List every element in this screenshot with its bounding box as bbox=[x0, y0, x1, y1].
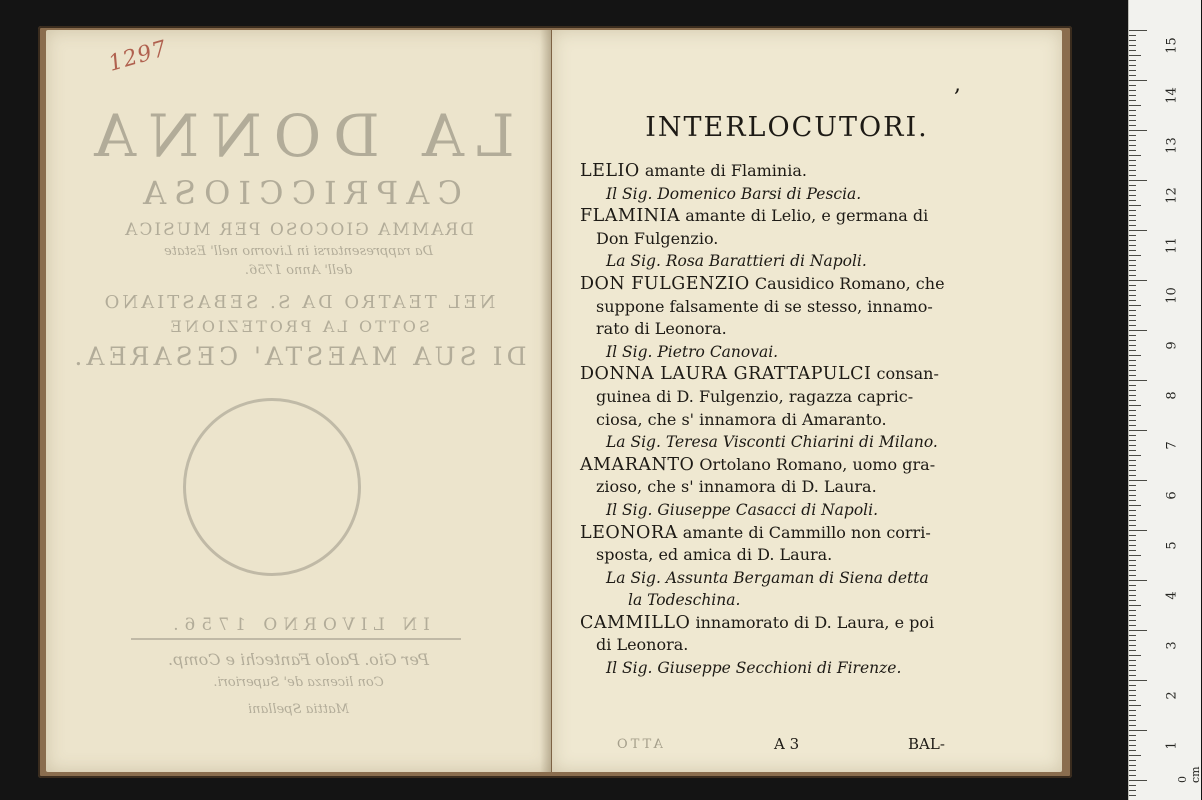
description-continuation: suppone falsamente di se stesso, innamo- bbox=[596, 296, 933, 316]
ruler-tick bbox=[1129, 35, 1136, 36]
ruler-tick bbox=[1129, 175, 1136, 176]
ruler-tick bbox=[1129, 560, 1136, 561]
ruler-tick bbox=[1129, 90, 1136, 91]
ruler-tick bbox=[1129, 650, 1136, 651]
ruler-tick bbox=[1129, 370, 1136, 371]
ruler-tick bbox=[1129, 590, 1136, 591]
ruler-tick bbox=[1129, 600, 1136, 601]
ruler-tick bbox=[1129, 630, 1147, 631]
bleed-majesty: DI SUA MAESTA' CESAREA. bbox=[70, 342, 527, 371]
cast-line bbox=[580, 634, 1050, 657]
ruler-tick bbox=[1129, 420, 1136, 421]
ruler-tick bbox=[1129, 605, 1141, 606]
ruler-tick bbox=[1129, 405, 1141, 406]
ruler-tick bbox=[1129, 385, 1136, 386]
ruler-tick bbox=[1129, 30, 1147, 31]
ruler-tick bbox=[1129, 690, 1136, 691]
cast-line bbox=[580, 228, 1050, 251]
ruler-tick bbox=[1129, 150, 1136, 151]
ruler-tick bbox=[1129, 785, 1136, 786]
scale-ruler bbox=[1128, 0, 1201, 800]
ruler-tick bbox=[1129, 710, 1136, 711]
ruler-tick bbox=[1129, 460, 1136, 461]
right-page bbox=[552, 30, 1062, 772]
bleed-line-b: dell' Anno 1756. bbox=[244, 263, 353, 278]
ruler-tick bbox=[1129, 40, 1136, 41]
ruler-tick bbox=[1129, 515, 1136, 516]
ruler-tick bbox=[1129, 230, 1147, 231]
cast-line bbox=[580, 612, 1050, 635]
ruler-tick bbox=[1129, 735, 1136, 736]
ruler-label: 3 bbox=[1164, 641, 1180, 650]
cast-line bbox=[580, 522, 1050, 545]
ruler-tick bbox=[1129, 125, 1136, 126]
singer-credit: Il Sig. Pietro Canovai. bbox=[606, 342, 779, 361]
left-page bbox=[46, 30, 551, 772]
character-description: amante di Lelio, e germana di bbox=[680, 206, 929, 226]
ruler-tick bbox=[1129, 275, 1136, 276]
ruler-tick bbox=[1129, 545, 1136, 546]
ruler-tick bbox=[1129, 255, 1141, 256]
bleed-through-title-page bbox=[46, 30, 551, 772]
description-continuation: Don Fulgenzio. bbox=[596, 228, 719, 248]
ruler-tick bbox=[1129, 585, 1136, 586]
bleed-place: IN LIVORNO 1756. bbox=[167, 615, 430, 635]
ruler-tick bbox=[1129, 610, 1136, 611]
ruler-tick bbox=[1129, 525, 1136, 526]
ruler-tick bbox=[1129, 645, 1136, 646]
ruler-label: 1 bbox=[1164, 741, 1180, 750]
cast-line bbox=[580, 341, 1050, 364]
character-name: DONNA LAURA GRATTAPULCI bbox=[580, 364, 872, 385]
ruler-tick bbox=[1129, 665, 1136, 666]
ruler-tick bbox=[1129, 140, 1136, 141]
ruler-tick bbox=[1129, 640, 1136, 641]
ruler-label: 5 bbox=[1164, 541, 1180, 550]
ruler-tick bbox=[1129, 635, 1136, 636]
ruler-tick bbox=[1129, 675, 1136, 676]
bleed-theatre: NEL TEATRO DA S. SEBASTIANO bbox=[101, 292, 496, 313]
ruler-tick bbox=[1129, 620, 1136, 621]
cast-line bbox=[580, 657, 1050, 680]
ruler-label: 15 bbox=[1164, 37, 1180, 54]
ruler-tick bbox=[1129, 450, 1136, 451]
ruler-label: 12 bbox=[1164, 187, 1180, 204]
ruler-tick bbox=[1129, 380, 1147, 381]
cast-line bbox=[580, 296, 1050, 319]
ruler-tick bbox=[1129, 435, 1136, 436]
ruler-tick bbox=[1129, 335, 1136, 336]
ruler-tick bbox=[1129, 570, 1136, 571]
ruler-tick bbox=[1129, 105, 1141, 106]
ruler-tick bbox=[1129, 480, 1147, 481]
ruler-tick bbox=[1129, 580, 1147, 581]
ruler-tick bbox=[1129, 375, 1136, 376]
ruler-tick bbox=[1129, 285, 1136, 286]
ruler-tick bbox=[1129, 160, 1136, 161]
character-name: CAMMILLO bbox=[580, 612, 691, 633]
ruler-tick bbox=[1129, 325, 1136, 326]
ruler-tick bbox=[1129, 135, 1136, 136]
ruler-tick bbox=[1129, 100, 1136, 101]
ruler-tick bbox=[1129, 705, 1141, 706]
ruler-tick bbox=[1129, 280, 1147, 281]
cast-line bbox=[580, 160, 1050, 183]
ruler-tick bbox=[1129, 365, 1136, 366]
ruler-label: 10 bbox=[1164, 287, 1180, 304]
ruler-label: 13 bbox=[1164, 137, 1180, 154]
ruler-tick bbox=[1129, 310, 1136, 311]
ruler-tick bbox=[1129, 520, 1136, 521]
ruler-tick bbox=[1129, 485, 1136, 486]
ruler-tick bbox=[1129, 555, 1141, 556]
ruler-tick bbox=[1129, 220, 1136, 221]
ruler-tick bbox=[1129, 270, 1136, 271]
ruler-tick bbox=[1129, 290, 1136, 291]
ruler-tick bbox=[1129, 505, 1141, 506]
ruler-tick bbox=[1129, 490, 1136, 491]
ruler-label: 4 bbox=[1164, 591, 1180, 600]
bleed-line-a: Da rappresentarsi in Livorno nell' Estate bbox=[163, 244, 434, 259]
ruler-tick bbox=[1129, 445, 1136, 446]
ruler-label: 11 bbox=[1164, 237, 1180, 254]
description-continuation: zioso, che s' innamora di D. Laura. bbox=[596, 477, 877, 497]
ruler-tick bbox=[1129, 425, 1136, 426]
character-description: Ortolano Romano, uomo gra- bbox=[694, 454, 936, 474]
cast-line bbox=[580, 589, 1050, 612]
description-continuation: sposta, ed amica di D. Laura. bbox=[596, 545, 833, 565]
ink-annotation: 1297 bbox=[105, 36, 171, 77]
cast-line bbox=[580, 273, 1050, 296]
ruler-tick bbox=[1129, 155, 1141, 156]
ruler-tick bbox=[1129, 410, 1136, 411]
ruler-tick bbox=[1129, 180, 1147, 181]
ruler-tick bbox=[1129, 795, 1136, 796]
ruler-tick bbox=[1129, 350, 1136, 351]
character-description: innamorato di D. Laura, e poi bbox=[690, 612, 935, 632]
ruler-tick bbox=[1129, 115, 1136, 116]
description-continuation: rato di Leonora. bbox=[596, 319, 727, 339]
ruler-tick bbox=[1129, 395, 1136, 396]
ruler-tick bbox=[1129, 390, 1136, 391]
ruler-tick bbox=[1129, 415, 1136, 416]
ruler-tick bbox=[1129, 85, 1136, 86]
singer-credit: Il Sig. Domenico Barsi di Pescia. bbox=[606, 184, 862, 203]
cast-line bbox=[580, 499, 1050, 522]
ruler-tick bbox=[1129, 430, 1147, 431]
ruler-tick bbox=[1129, 530, 1147, 531]
character-description: Causidico Romano, che bbox=[749, 273, 945, 293]
ruler-label: 8 bbox=[1164, 391, 1180, 400]
bleed-subtitle: CAPRICCIOSA bbox=[135, 174, 462, 212]
ruler-tick bbox=[1129, 535, 1136, 536]
singer-credit: La Sig. Rosa Barattieri di Napoli. bbox=[606, 252, 867, 271]
ruler-tick bbox=[1129, 625, 1136, 626]
ruler-tick bbox=[1129, 760, 1136, 761]
ruler-tick bbox=[1129, 95, 1136, 96]
ruler-tick bbox=[1129, 440, 1136, 441]
ruler-tick bbox=[1129, 770, 1136, 771]
ruler-tick bbox=[1129, 670, 1136, 671]
bleed-license: Con licenza de' Superiori. bbox=[213, 675, 384, 690]
ruler-tick bbox=[1129, 185, 1136, 186]
bleed-footer: ATTO bbox=[614, 737, 663, 752]
singer-credit: La Sig. Assunta Bergaman di Siena detta bbox=[606, 568, 929, 587]
singer-credit: La Sig. Teresa Visconti Chiarini di Milano. bbox=[606, 433, 938, 452]
ruler-label: 9 bbox=[1164, 341, 1180, 350]
character-name: LELIO bbox=[580, 161, 640, 181]
ruler-tick bbox=[1129, 315, 1136, 316]
ruler-tick bbox=[1129, 45, 1136, 46]
ruler-tick bbox=[1129, 455, 1141, 456]
cast-line bbox=[580, 544, 1050, 567]
cast-line bbox=[580, 567, 1050, 590]
ruler-tick bbox=[1129, 205, 1141, 206]
ruler-tick bbox=[1129, 320, 1136, 321]
ruler-tick bbox=[1129, 265, 1136, 266]
cast-line bbox=[580, 205, 1050, 228]
ruler-tick bbox=[1129, 110, 1136, 111]
ruler-tick bbox=[1129, 195, 1136, 196]
ruler-tick bbox=[1129, 340, 1136, 341]
ruler-tick bbox=[1129, 60, 1136, 61]
ruler-tick bbox=[1129, 725, 1136, 726]
cast-list bbox=[580, 160, 1050, 680]
character-name: DON FULGENZIO bbox=[580, 273, 750, 294]
character-name: LEONORA bbox=[580, 522, 678, 543]
ruler-tick bbox=[1129, 240, 1136, 241]
ruler-tick bbox=[1129, 540, 1136, 541]
ruler-tick bbox=[1129, 295, 1136, 296]
ruler-tick bbox=[1129, 225, 1136, 226]
ruler-tick bbox=[1129, 330, 1147, 331]
bleed-printer: Per Gio. Paolo Fantechi e Comp. bbox=[168, 650, 429, 669]
singer-credit: Il Sig. Giuseppe Casacci di Napoli. bbox=[606, 500, 878, 519]
ruler-tick bbox=[1129, 700, 1136, 701]
ruler-tick bbox=[1129, 550, 1136, 551]
description-continuation: ciosa, che s' innamora di Amaranto. bbox=[596, 409, 887, 429]
cast-line bbox=[580, 318, 1050, 341]
bleed-title: LA DONNA bbox=[82, 102, 515, 170]
ruler-tick bbox=[1129, 745, 1136, 746]
ruler-tick bbox=[1129, 355, 1141, 356]
character-description: consan- bbox=[871, 364, 939, 384]
ruler-tick bbox=[1129, 215, 1136, 216]
page-content bbox=[552, 30, 1062, 772]
ruler-tick bbox=[1129, 210, 1136, 211]
ruler-unit: 0 cm bbox=[1176, 766, 1202, 783]
page-heading: INTERLOCUTORI. bbox=[645, 112, 929, 143]
signature-mark: A 3 bbox=[774, 735, 800, 753]
ruler-tick bbox=[1129, 305, 1141, 306]
character-description: amante di Flaminia. bbox=[639, 161, 807, 180]
character-name: AMARANTO bbox=[580, 454, 695, 475]
ruler-tick bbox=[1129, 260, 1136, 261]
cast-line bbox=[580, 454, 1050, 477]
ruler-tick bbox=[1129, 55, 1141, 56]
ruler-tick bbox=[1129, 190, 1136, 191]
bleed-rule bbox=[131, 638, 461, 640]
ruler-tick bbox=[1129, 400, 1136, 401]
bleed-genre: DRAMMA GIOCOSO PER MUSICA bbox=[123, 220, 474, 240]
ruler-tick bbox=[1129, 65, 1136, 66]
ruler-label: 7 bbox=[1164, 441, 1180, 450]
ruler-tick bbox=[1129, 680, 1147, 681]
ruler-tick bbox=[1129, 765, 1136, 766]
ruler-tick bbox=[1129, 615, 1136, 616]
ruler-tick bbox=[1129, 465, 1136, 466]
ruler-tick bbox=[1129, 685, 1136, 686]
ruler-tick bbox=[1129, 575, 1136, 576]
cast-line bbox=[580, 476, 1050, 499]
ruler-tick bbox=[1129, 565, 1136, 566]
top-mark: , bbox=[954, 72, 961, 97]
ruler-label: 6 bbox=[1164, 491, 1180, 500]
ruler-label: 2 bbox=[1164, 691, 1180, 700]
ruler-tick bbox=[1129, 780, 1147, 781]
cast-line bbox=[580, 386, 1050, 409]
ruler-tick bbox=[1129, 790, 1136, 791]
ruler-tick bbox=[1129, 80, 1147, 81]
description-continuation: guinea di D. Fulgenzio, ragazza capric- bbox=[596, 386, 914, 406]
bleed-protection: SOTTO LA PROTEZIONE bbox=[167, 317, 430, 336]
ruler-tick bbox=[1129, 475, 1136, 476]
ruler-tick bbox=[1129, 655, 1141, 656]
character-description: amante di Cammillo non corri- bbox=[677, 522, 931, 542]
ruler-tick bbox=[1129, 165, 1136, 166]
ruler-tick bbox=[1129, 200, 1136, 201]
ruler-tick bbox=[1129, 595, 1136, 596]
ruler-tick bbox=[1129, 250, 1136, 251]
ruler-tick bbox=[1129, 500, 1136, 501]
singer-credit: Il Sig. Giuseppe Secchioni di Firenze. bbox=[606, 659, 902, 678]
ruler-tick bbox=[1129, 660, 1136, 661]
ruler-tick bbox=[1129, 75, 1136, 76]
ruler-tick bbox=[1129, 510, 1136, 511]
ruler-tick bbox=[1129, 360, 1136, 361]
cast-line bbox=[580, 250, 1050, 273]
catchword: BAL- bbox=[908, 735, 945, 753]
ruler-tick bbox=[1129, 495, 1136, 496]
ruler-tick bbox=[1129, 50, 1136, 51]
cast-line bbox=[580, 183, 1050, 206]
ruler-tick bbox=[1129, 120, 1136, 121]
ruler-tick bbox=[1129, 245, 1136, 246]
ruler-tick bbox=[1129, 695, 1136, 696]
ruler-tick bbox=[1129, 750, 1136, 751]
character-name: FLAMINIA bbox=[580, 206, 681, 227]
ruler-tick bbox=[1129, 70, 1136, 71]
cast-line bbox=[580, 363, 1050, 386]
bleed-signature: Mattia Spellani bbox=[247, 702, 350, 717]
ruler-tick bbox=[1129, 300, 1136, 301]
bleed-vignette bbox=[183, 398, 361, 576]
ruler-tick bbox=[1129, 755, 1141, 756]
ruler-tick bbox=[1129, 235, 1136, 236]
ruler-tick bbox=[1129, 170, 1136, 171]
cast-line bbox=[580, 431, 1050, 454]
ruler-tick bbox=[1129, 470, 1136, 471]
ruler-tick bbox=[1129, 720, 1136, 721]
ruler-label: 14 bbox=[1164, 87, 1180, 104]
singer-credit: la Todeschina. bbox=[628, 591, 741, 610]
ruler-tick bbox=[1129, 345, 1136, 346]
ruler-tick bbox=[1129, 740, 1136, 741]
ruler-tick bbox=[1129, 145, 1136, 146]
description-continuation: di Leonora. bbox=[596, 635, 689, 655]
ruler-tick bbox=[1129, 130, 1147, 131]
ruler-tick bbox=[1129, 715, 1136, 716]
ruler-tick bbox=[1129, 775, 1136, 776]
cast-line bbox=[580, 409, 1050, 432]
ruler-tick bbox=[1129, 730, 1147, 731]
